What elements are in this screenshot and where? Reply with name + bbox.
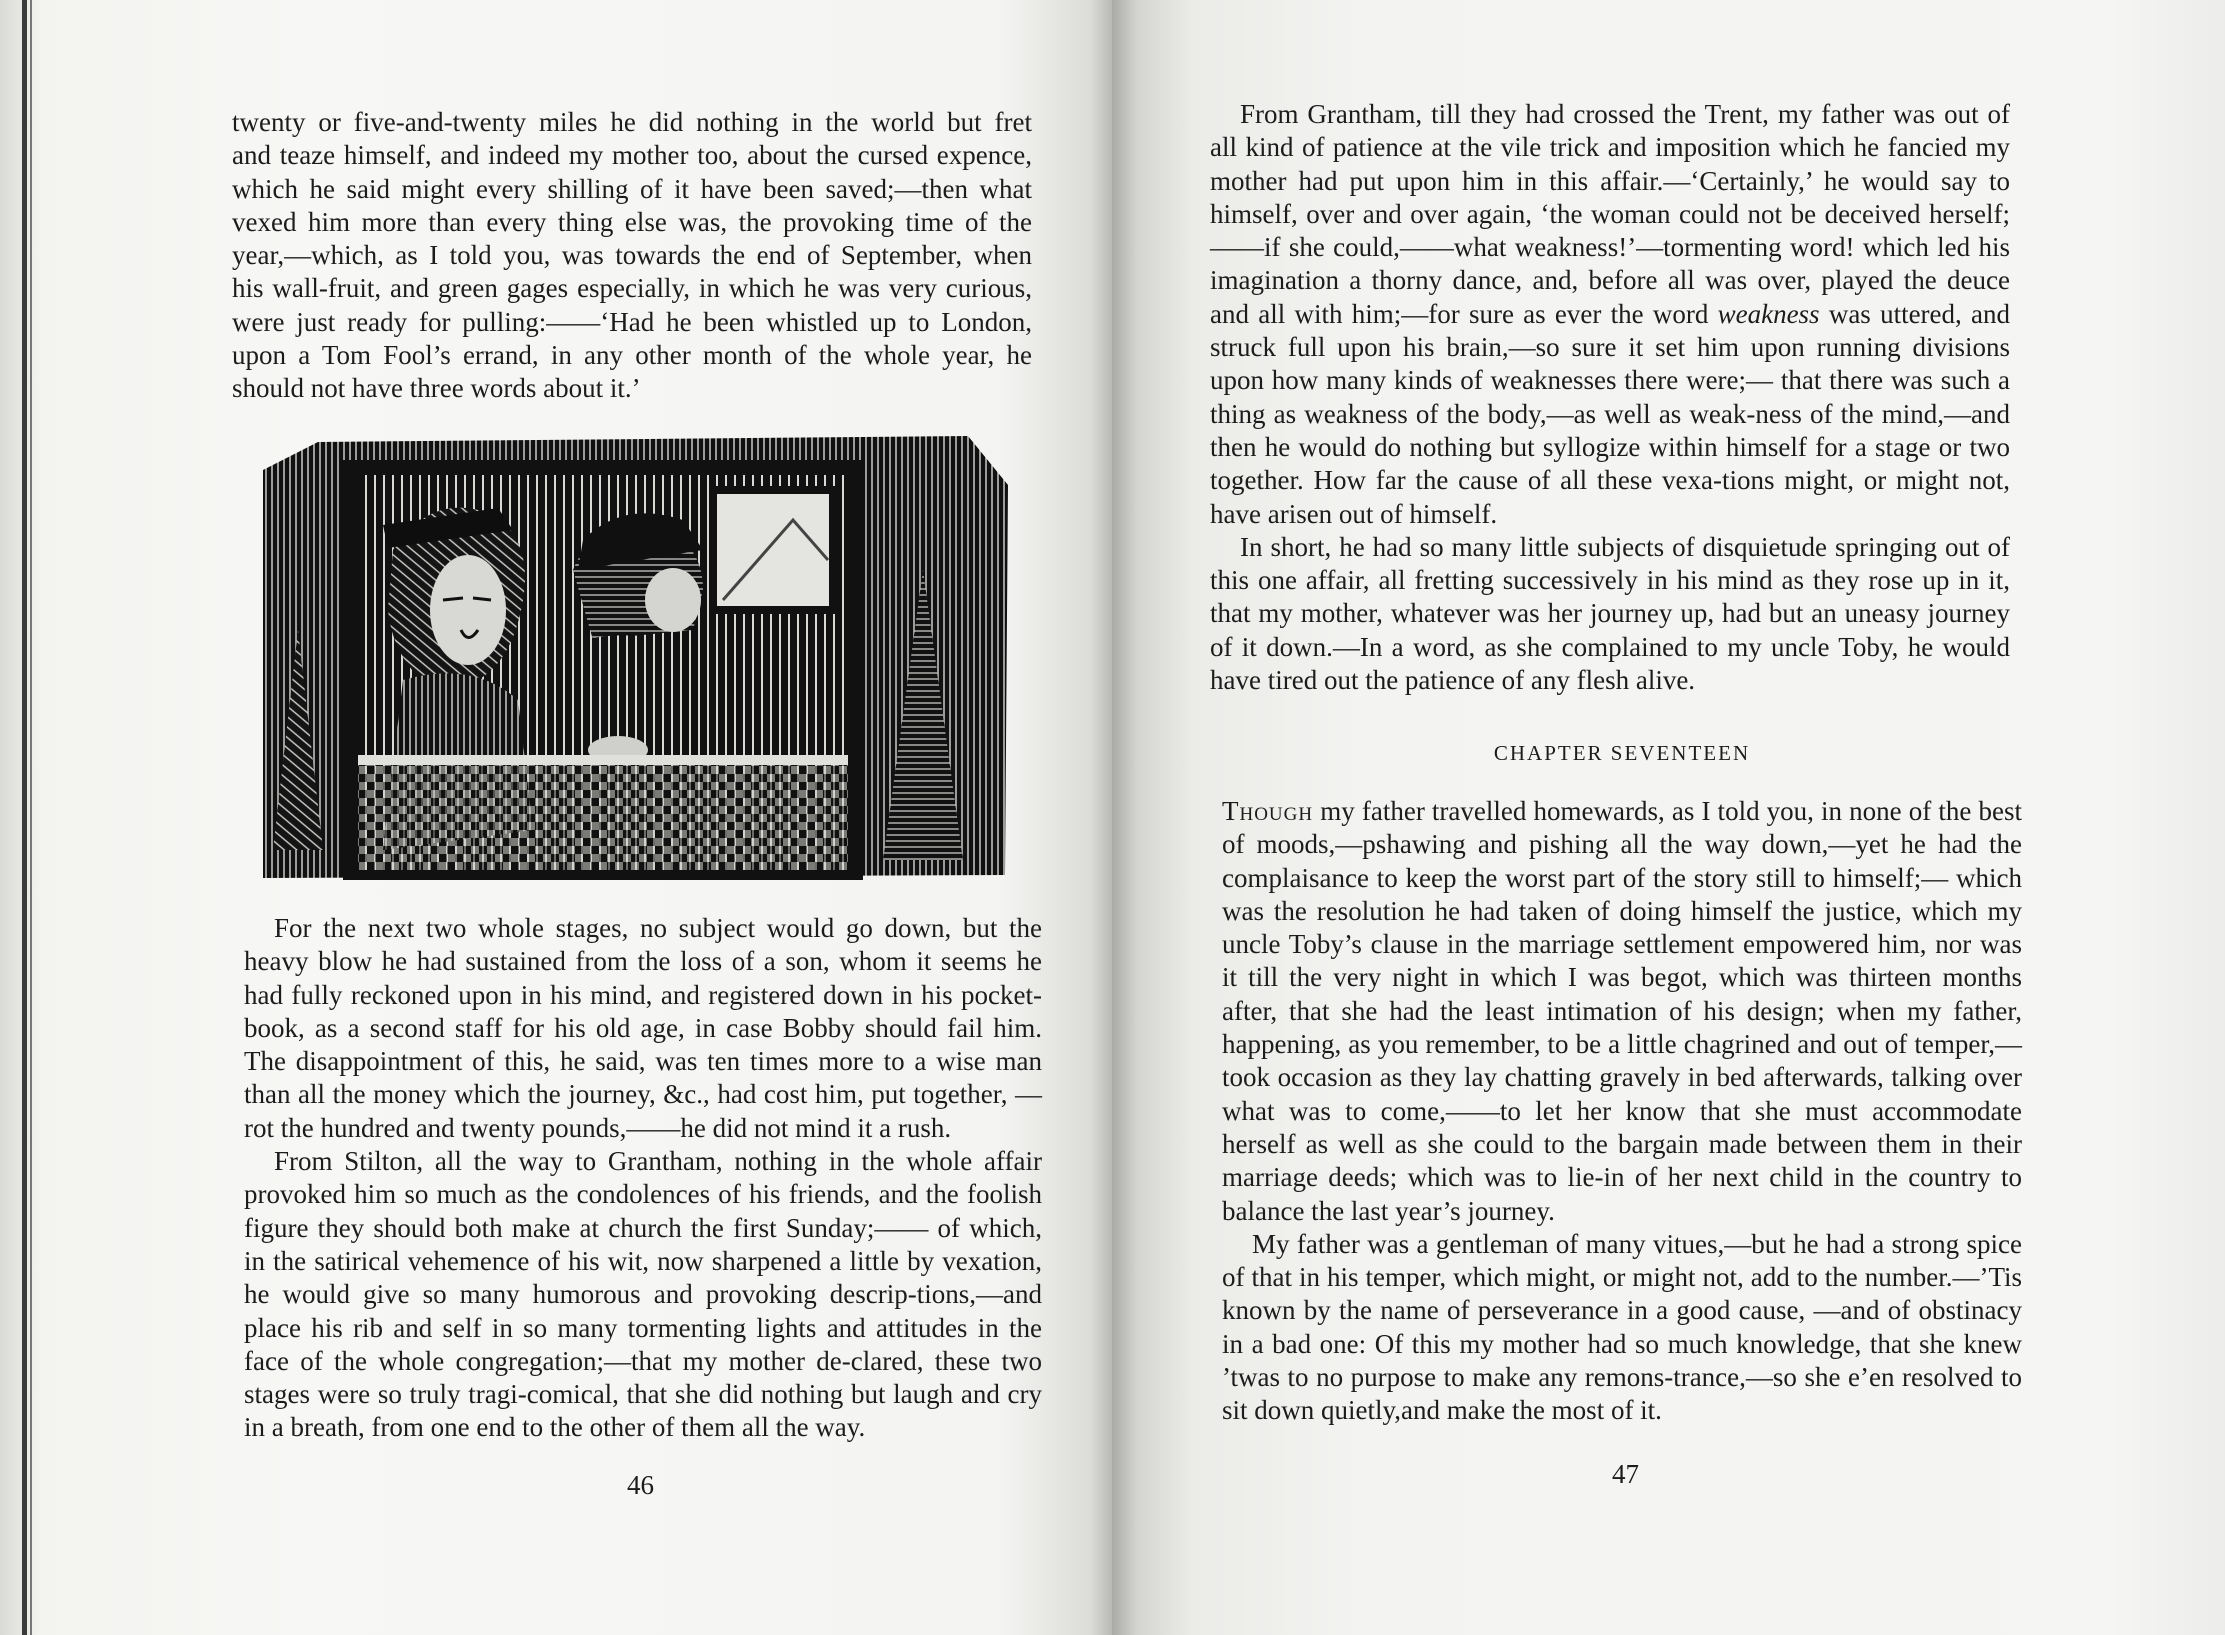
page-edge-shadow	[22, 0, 27, 1635]
text-line: twenty or five-and-twenty miles he did nothing in the world but fret	[232, 107, 1032, 137]
paragraph: My father was a gentleman of many vitues,—but he had a strong spice of that in his temper, which might, or might not, add to the number.—’Tis known by the name of perseverance in a good cause, —and of obstinacy in a bad one: Of this my mother had so much knowledge, that she knew ’twas to no purpose to make any remons-trance,—so she e’en resolved to sit down quietly,and make the most of it.	[1222, 1228, 2022, 1426]
paragraph: From Stilton, all the way to Grantham, nothing in the whole affair provoked him so much as the condolences of his friends, and the foolish figure they should both make at church the first Sunday;—— of which, in the satirical vehemence of his wit, now sharpened a little by vexation, he would give so many humorous and provoking descrip-tions,—and place his rib and self in so many tormenting lights and attitudes in the face of the whole congregation;—that my mother de-clared, these two stages were so truly tragi-comical, that she did nothing but laugh and cry in a breath, from one end to the other of them all the way.	[244, 1146, 1042, 1443]
text-line: upon a Tom Fool’s errand, in any other month of the whole year, he	[232, 340, 1032, 371]
text-line: vexed him more than every thing else was, the provoking time of the	[232, 206, 1032, 237]
text-line: year,—which, as I told you, was towards the end of September, when	[232, 240, 1032, 271]
chapter-lead-word: Though	[1222, 796, 1314, 826]
paragraph-text: From Grantham, till they had crossed the Trent, my father was out of all kind of patience at the vile trick and imposition which he fancied my mother had put upon him in this affair.—‘Certainly,’ he would say to himself, over and over again, ‘the woman could not be deceived herself;——if she could,——what weakness!’—tormenting word! which led his imagination a thorny dance, and, before all was over, played the deuce and all with him;—for sure as ever the word	[1210, 99, 2010, 329]
paragraph	[1222, 795, 2022, 1228]
left-top-paragraph	[232, 106, 1032, 406]
chapter-body	[1222, 795, 2022, 1428]
page-number-left: 46	[627, 1470, 654, 1500]
text-line: should not have three words about it.’	[232, 373, 641, 404]
wood-engraving-illustration	[263, 430, 1013, 890]
paragraph: For the next two whole stages, no subject would go down, but the heavy blow he had sustained from the loss of a son, whom it seems he had fully reckoned upon in his mind, and registered down in his pocket-book, as a second staff for his old age, in case Bobby should fail him. The disappointment of this, he said, was ten times more to a wise man than all the money which the journey, &c., had cost him, put together, —rot the hundred and twenty pounds,——he did not mind it a rush.	[244, 913, 1042, 1143]
page-number-right: 47	[1612, 1459, 1639, 1489]
paragraph-text: my father travelled homewards, as I told you, in none of the best of moods,—pshawing and pishing all the way down,—yet he had the complaisance to keep the worst part of the story still to himself;— which was the resolution he had taken of doing himself the justice, which my uncle Toby’s clause in the marriage settlement empowered him, nor was it till the very night in which I was begot, which was thirteen months after, that she had the least intimation of his design; when my father, happening, as you remember, to be a little chagrined and out of temper,—took occasion as they lay chatting gravely in bed afterwards, talking over what was to come,——to let her know that she must accommodate herself as well as she could to the bargain made between them in their marriage deeds; which was to lie-in of her next child in the country to balance the last year’s journey.	[1222, 796, 2022, 1226]
chapter-heading: CHAPTER SEVENTEEN	[1493, 741, 1751, 765]
text-line: his wall-fruit, and green gages especially, in which he was very curious,	[232, 273, 1032, 304]
left-bottom-paragraphs	[244, 912, 1042, 1445]
right-top-paragraphs	[1210, 98, 2010, 697]
italic-word: weakness	[1717, 298, 1820, 329]
text-line: and teaze himself, and indeed my mother too, about the cursed expence,	[232, 140, 1032, 171]
text-line: which he said might every shilling of it have been saved;—then what	[232, 173, 1032, 204]
paragraph: In short, he had so many little subjects of disquietude springing out of this one affair, all fretting successively in his mind as they rose up in it, that my mother, whatever was her journey up, had but an uneasy journey of it down.—In a word, as she complained to my uncle Toby, he would have tired out the patience of any flesh alive.	[1210, 531, 2010, 696]
paragraph	[1210, 98, 2010, 531]
paragraph-text: was uttered, and struck full upon his brain,—so sure it set him upon running divisions upon how many kinds of weaknesses there were;— that there was such a thing as weakness of the body,—as well as weak-ness of the mind,—and then he would do nothing but syllogize within himself for a stage or two together. How far the cause of all these vexa-tions might, or might not, have arisen out of himself.	[1210, 298, 2011, 529]
page-edge-line	[30, 0, 32, 1635]
text-line: were just ready for pulling:——‘Had he been whistled up to London,	[232, 306, 1032, 337]
